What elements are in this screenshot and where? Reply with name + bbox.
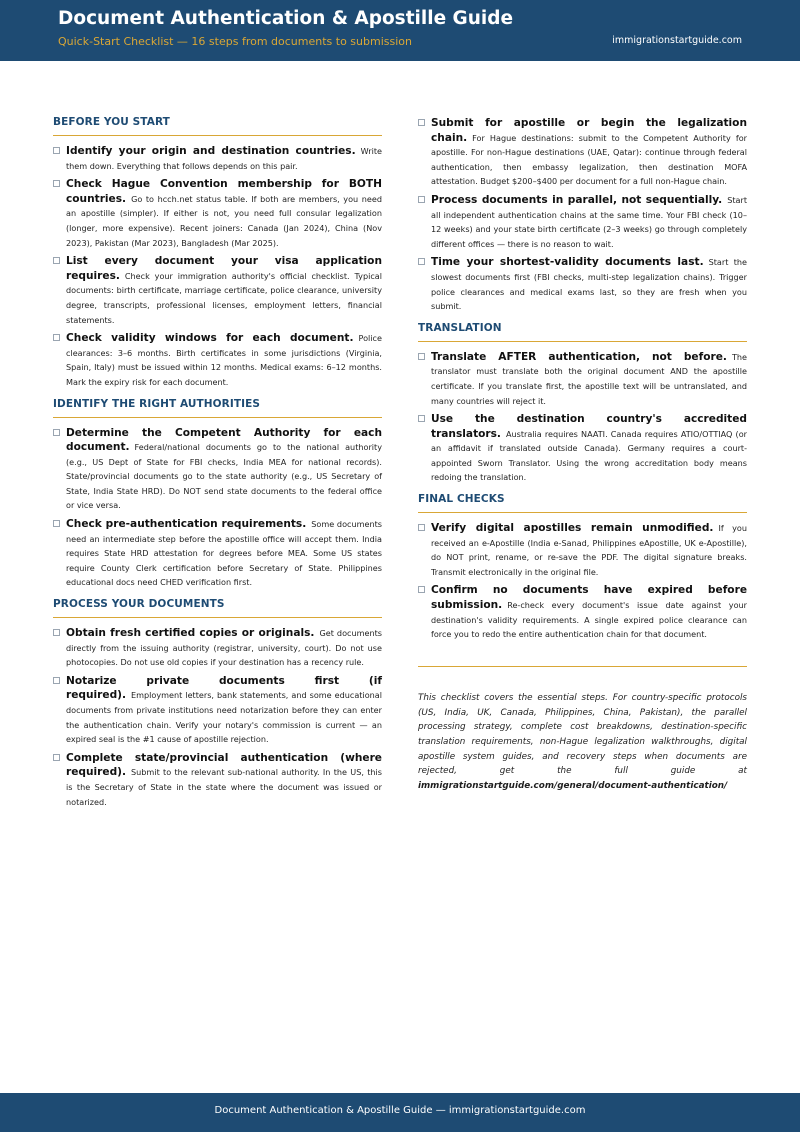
item-lead: Notarize private documents first (if required).	[66, 674, 382, 702]
checkbox-icon[interactable]	[53, 429, 60, 436]
checklist-item	[418, 521, 747, 579]
checkbox-icon[interactable]	[418, 353, 425, 360]
checkbox-icon[interactable]	[53, 629, 60, 636]
right-column	[418, 116, 747, 794]
item-lead: Verify digital apostilles remain unmodified.	[431, 522, 714, 535]
checklist-item	[53, 626, 382, 670]
section-process-documents-continued	[418, 116, 747, 314]
page-subtitle: Quick-Start Checklist — 16 steps from documents to submission	[58, 35, 412, 48]
item-body: Australia requires NAATI. Canada requires ATIO/OTTIAQ (or an affidavit if translated outside Canada). Germany requires a court-appointed Sworn Translator. Using the wrong accreditation body means redoing the translation.	[431, 428, 747, 483]
section-title: FINAL CHECKS	[418, 493, 747, 513]
item-body: Check your immigration authority's official checklist. Typical documents: birth certificate, marriage certificate, police clearance, university degree, transcripts, professional licenses, employment letters, financial statements.	[66, 270, 382, 325]
checklist-item	[53, 331, 382, 389]
checkbox-icon[interactable]	[418, 196, 425, 203]
section-title: IDENTIFY THE RIGHT AUTHORITIES	[53, 398, 382, 418]
section-final-checks	[418, 493, 747, 642]
checkbox-icon[interactable]	[418, 415, 425, 422]
item-body: The translator must translate both the original document AND the apostille certificate. If you translate first, the apostille text will be untranslated, and many countries will reject it.	[431, 351, 747, 406]
checkbox-icon[interactable]	[53, 147, 60, 154]
checklist-item	[53, 426, 382, 514]
item-body: Some documents need an intermediate step before the apostille office will accept them. India requires State HRD attestation for degrees before MEA. Some US states require County Clerk certification before Secretary of State. Philippines educational docs need CHED verification first.	[66, 519, 382, 588]
checklist-item	[53, 254, 382, 327]
checkbox-icon[interactable]	[53, 334, 60, 341]
checklist-item	[418, 350, 747, 408]
checklist-item	[418, 255, 747, 313]
item-body: Go to hcch.net status table. If both are members, you need an apostille (simpler). If either is not, you need full consular legalization (longer, more expensive). Recent joiners: Canada (Jan 2024), China (Nov 2023), Pakistan (Mar 2023), Bangladesh (Mar 2025).	[66, 193, 382, 248]
item-lead: Determine the Competent Authority for each document.	[66, 426, 382, 454]
checklist-item	[53, 674, 382, 747]
item-lead: Check validity windows for each document.	[66, 332, 354, 345]
item-body: For Hague destinations: submit to the Competent Authority for apostille. For non-Hague destinations (UAE, Qatar): continue through federal authentication, then embassy legalization, then destination MOFA attestation. Budget $200–$400 per document for a full non-Hague chain.	[431, 132, 747, 187]
section-process-documents	[53, 598, 382, 809]
page-footer: Document Authentication & Apostille Guide — immigrationstartguide.com	[0, 1093, 800, 1132]
checklist-item	[53, 751, 382, 809]
item-body: Employment letters, bank statements, and some educational documents from private institutions need notarization before they can enter the authentication chain. Verify your notary's commission is current — an expired seal is the #1 cause of apostille rejection.	[66, 690, 382, 745]
header-site-link[interactable]: immigrationstartguide.com	[612, 35, 742, 46]
checkbox-icon[interactable]	[418, 586, 425, 593]
section-title: BEFORE YOU START	[53, 116, 382, 136]
item-body: Start the slowest documents first (FBI checks, multi-step legalization chains). Trigger police clearances and medical exams last, so they are fresh when you submit.	[431, 257, 747, 312]
checkbox-icon[interactable]	[418, 119, 425, 126]
checklist-item	[418, 116, 747, 189]
checklist-item	[53, 517, 382, 590]
item-lead: List every document your visa application requires.	[66, 255, 382, 282]
note-text: This checklist covers the essential steps. For country-specific protocols (US, India, UK, Canada, Philippines, China, Pakistan), the parallel processing strategy, complete cost breakdowns, destination-specific translation requirements, non-Hague legalization walkthroughs, digital apostille system guides, and recovery steps when documents are rejected, get the full guide at	[418, 692, 747, 777]
item-body: Police clearances: 3–6 months. Birth certificates in some jurisdictions (Virginia, Spain, Italy) must be issued within 12 months. Medical exams: 6–12 months. Mark the expiry risk for each document.	[66, 333, 382, 387]
item-lead: Submit for apostille or begin the legalization chain.	[431, 117, 747, 144]
item-lead: Check pre-authentication requirements.	[66, 518, 307, 531]
checklist-item	[53, 144, 382, 173]
item-body: Federal/national documents go to the national authority (e.g., US Dept of State for FBI checks, India MEA for national records). State/provincial documents go to the state authority (e.g., US Secretary of State, India State HRD). Do NOT send state documents to the federal office or vice versa.	[66, 442, 382, 511]
full-guide-link[interactable]: immigrationstartguide.com/general/document-authentication/	[418, 781, 728, 792]
checkbox-icon[interactable]	[53, 677, 60, 684]
item-lead: Complete state/provincial authentication (where required).	[66, 751, 382, 779]
divider	[418, 666, 747, 667]
item-body: Write them down. Everything that follows depends on this pair.	[66, 146, 382, 171]
item-body: Re-check every document's issue date against your destination's validity requirements. A single expired police clearance can force you to redo the entire authentication chain for that document.	[431, 600, 747, 640]
section-before-you-start	[53, 116, 382, 390]
section-translation	[418, 322, 747, 485]
item-body: If you received an e-Apostille (India e-Sanad, Philippines eApostille, UK e-Apostille), do NOT print, rename, or re-save the PDF. The digital signature breaks. Transmit electronically in the original file.	[431, 523, 747, 577]
checklist-item	[418, 412, 747, 485]
page-title: Document Authentication & Apostille Guide	[58, 8, 514, 29]
checkbox-icon[interactable]	[53, 180, 60, 187]
section-title: TRANSLATION	[418, 322, 747, 342]
item-lead: Confirm no documents have expired before submission.	[431, 584, 747, 612]
item-body: Submit to the relevant sub-national authority. In the US, this is the Secretary of State in the state where the document was issued or notarized.	[66, 767, 382, 807]
checkbox-icon[interactable]	[53, 257, 60, 264]
checkbox-icon[interactable]	[53, 520, 60, 527]
checkbox-icon[interactable]	[53, 754, 60, 761]
item-lead: Time your shortest-validity documents last.	[431, 256, 704, 269]
checklist-item	[418, 583, 747, 641]
page-header	[0, 0, 800, 61]
item-lead: Obtain fresh certified copies or originals.	[66, 627, 315, 640]
left-column	[53, 116, 382, 817]
item-lead: Translate AFTER authentication, not before.	[431, 350, 727, 363]
section-identify-authorities	[53, 398, 382, 591]
item-lead: Use the destination country's accredited translators.	[431, 413, 747, 440]
checkbox-icon[interactable]	[418, 258, 425, 265]
checklist-item	[53, 177, 382, 250]
item-body: Start all independent authentication chains at the same time. Your FBI check (10–12 weeks) and your state birth certificate (2–3 weeks) go through completely different offices — there is no reason to wait.	[431, 194, 747, 249]
item-lead: Check Hague Convention membership for BOTH countries.	[66, 178, 382, 205]
item-lead: Process documents in parallel, not sequentially.	[431, 193, 723, 206]
checklist-item	[418, 193, 747, 251]
item-body: Get documents directly from the issuing authority (registrar, university, court). Do not use photocopies. Do not use old copies if your destination has a recency rule.	[66, 628, 382, 668]
checkbox-icon[interactable]	[418, 524, 425, 531]
item-lead: Identify your origin and destination countries.	[66, 145, 356, 157]
section-title: PROCESS YOUR DOCUMENTS	[53, 598, 382, 618]
closing-note	[418, 691, 747, 794]
